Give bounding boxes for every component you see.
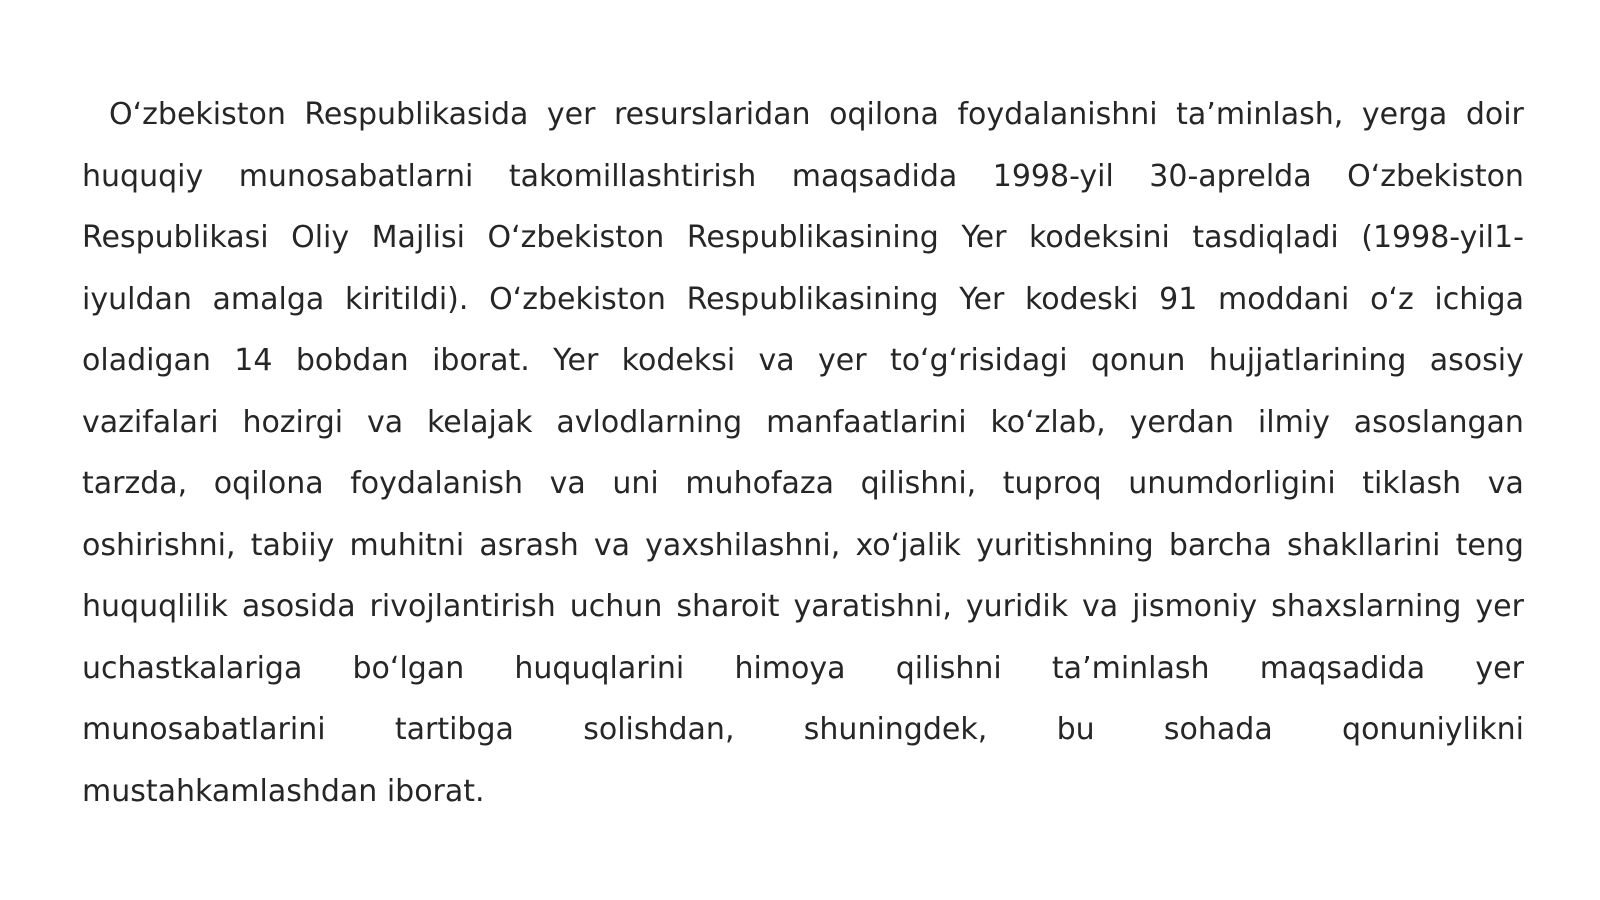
paragraph-line: vazifalari hozirgi va kelajak avlodlarning manfaatlarini ko‘zlab, yerdan ilmiy asoslangan [82,404,1524,440]
paragraph-line: huquqiy munosabatlarni takomillashtirish maqsadida 1998-yil 30-aprelda O‘zbekiston [82,158,1524,194]
paragraph-line: tarzda, oqilona foydalanish va uni muhofaza qilishni, tuproq unumdorligini tiklash va [82,466,1524,501]
paragraph-line: munosabatlarini tartibga solishdan, shuningdek, bu sohada qonuniylikni [82,712,1524,747]
paragraph [82,84,1524,822]
paragraph-line: Respublikasi Oliy Majlisi O‘zbekiston Respublikasining Yer kodeksini tasdiqladi (1998-yil1- [82,220,1524,255]
paragraph-line: oshirishni, tabiiy muhitni asrash va yaxshilashni, xo‘jalik yuritishning barcha shakllarini teng [82,527,1524,563]
paragraph-line: huquqlilik asosida rivojlantirish uchun sharoit yaratishni, yuridik va jismoniy shaxslarning yer [82,589,1524,624]
paragraph-line: oladigan 14 bobdan iborat. Yer kodeksi va yer to‘g‘risidagi qonun hujjatlarining asosiy [82,343,1524,378]
paragraph-line: O‘zbekiston Respublikasida yer resurslaridan oqilona foydalanishni ta’minlash, yerga doir [109,97,1524,132]
paragraph-line: mustahkamlashdan iborat. [82,773,485,809]
paragraph-line: uchastkalariga bo‘lgan huquqlarini himoya qilishni ta’minlash maqsadida yer [82,650,1524,686]
paragraph-line: iyuldan amalga kiritildi). O‘zbekiston Respublikasining Yer kodeski 91 moddani o‘z ichiga [82,281,1524,317]
